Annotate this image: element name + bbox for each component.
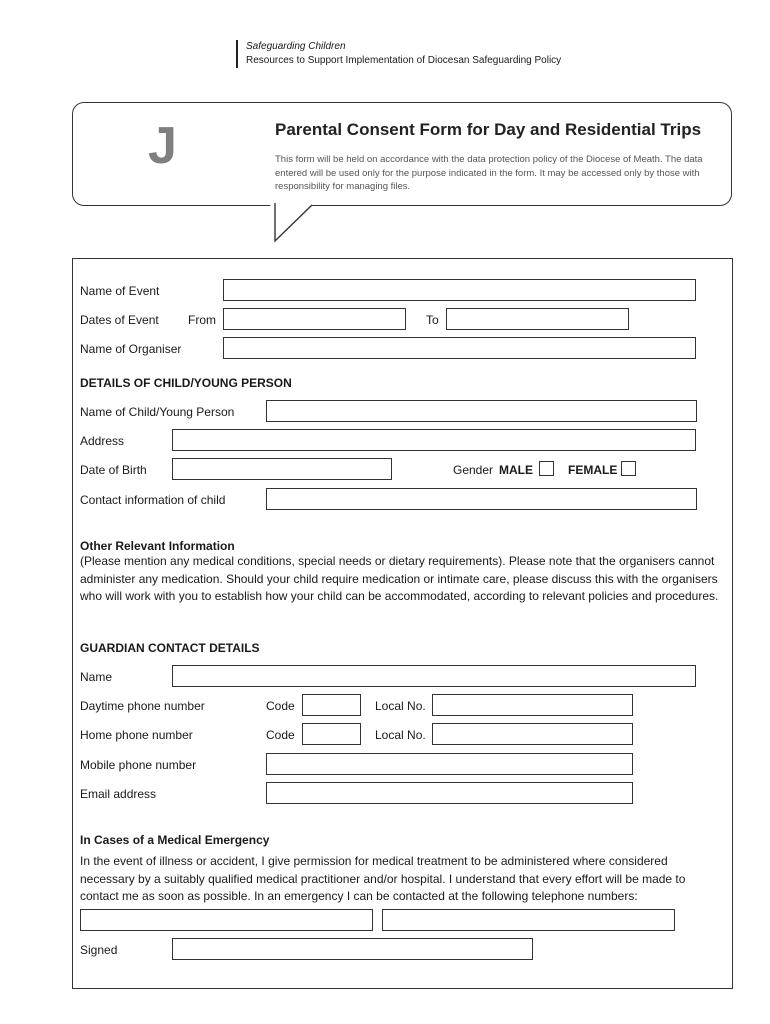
home-code-label: Code <box>266 728 295 742</box>
from-label: From <box>188 313 216 327</box>
banner-tail <box>270 203 316 245</box>
document-header <box>236 40 561 68</box>
gender-label: Gender <box>453 463 494 477</box>
emergency-phone-1-field[interactable] <box>80 909 373 931</box>
header-series: Safeguarding Children <box>246 41 346 52</box>
daytime-code-field[interactable] <box>302 694 361 716</box>
page-title: Parental Consent Form for Day and Residential Trips <box>275 120 702 139</box>
section-letter: J <box>148 117 177 175</box>
child-details-heading: DETAILS OF CHILD/YOUNG PERSON <box>80 376 292 390</box>
date-from-field[interactable] <box>223 308 406 330</box>
child-name-field[interactable] <box>266 400 697 422</box>
home-code-field[interactable] <box>302 723 361 745</box>
daytime-phone-label: Daytime phone number <box>80 699 205 713</box>
event-name-field[interactable] <box>223 279 696 301</box>
dob-label: Date of Birth <box>80 463 147 477</box>
address-label: Address <box>80 434 125 448</box>
organiser-label: Name of Organiser <box>80 342 182 356</box>
female-checkbox[interactable] <box>621 461 636 476</box>
signed-label: Signed <box>80 943 118 957</box>
to-label: To <box>426 313 439 327</box>
home-phone-label: Home phone number <box>80 728 193 742</box>
male-checkbox[interactable] <box>539 461 554 476</box>
email-field[interactable] <box>266 782 633 804</box>
daytime-local-field[interactable] <box>432 694 633 716</box>
signature-field[interactable] <box>172 938 533 960</box>
daytime-code-label: Code <box>266 699 295 713</box>
male-label: MALE <box>499 463 533 477</box>
emergency-text: In the event of illness or accident, I give permission for medical treatment to be administered where considered necessary by a suitably qualified medical practitioner and/or hospital. I understand that every effort will be made to contact me as soon as possible. In an emergency I can be contacted at the following telephone numbers: <box>80 854 686 903</box>
child-name-label: Name of Child/Young Person <box>80 405 235 419</box>
email-label: Email address <box>80 787 157 801</box>
intro-text: This form will be held on accordance with the data protection policy of the Diocese of Meath. The data entered will be used only for the purpose indicated in the form. It may be accessed only by those with responsibility for managing files. <box>275 154 703 192</box>
date-to-field[interactable] <box>446 308 629 330</box>
home-local-field[interactable] <box>432 723 633 745</box>
child-contact-label: Contact information of child <box>80 493 226 507</box>
daytime-local-label: Local No. <box>375 699 426 713</box>
organiser-field[interactable] <box>223 337 696 359</box>
guardian-name-field[interactable] <box>172 665 696 687</box>
mobile-phone-label: Mobile phone number <box>80 758 197 772</box>
emergency-heading: In Cases of a Medical Emergency <box>80 833 270 847</box>
guardian-heading: GUARDIAN CONTACT DETAILS <box>80 641 260 655</box>
event-dates-label: Dates of Event <box>80 313 159 327</box>
female-label: FEMALE <box>568 463 618 477</box>
home-local-label: Local No. <box>375 728 426 742</box>
emergency-phone-2-field[interactable] <box>382 909 675 931</box>
event-name-label: Name of Event <box>80 284 160 298</box>
other-info-text: (Please mention any medical conditions, special needs or dietary requirements). Please note that the organisers cannot administer any medication. Should your child require medication or intimate care, please discuss this with the organisers who will work with you to establish how your child can be accommodated, according to relevant policies and procedures. <box>80 554 719 603</box>
other-info-heading: Other Relevant Information <box>80 539 235 553</box>
child-contact-field[interactable] <box>266 488 697 510</box>
dob-field[interactable] <box>172 458 392 480</box>
mobile-phone-field[interactable] <box>266 753 633 775</box>
guardian-name-label: Name <box>80 670 113 684</box>
address-field[interactable] <box>172 429 696 451</box>
header-subtitle: Resources to Support Implementation of Diocesan Safeguarding Policy <box>246 55 562 66</box>
